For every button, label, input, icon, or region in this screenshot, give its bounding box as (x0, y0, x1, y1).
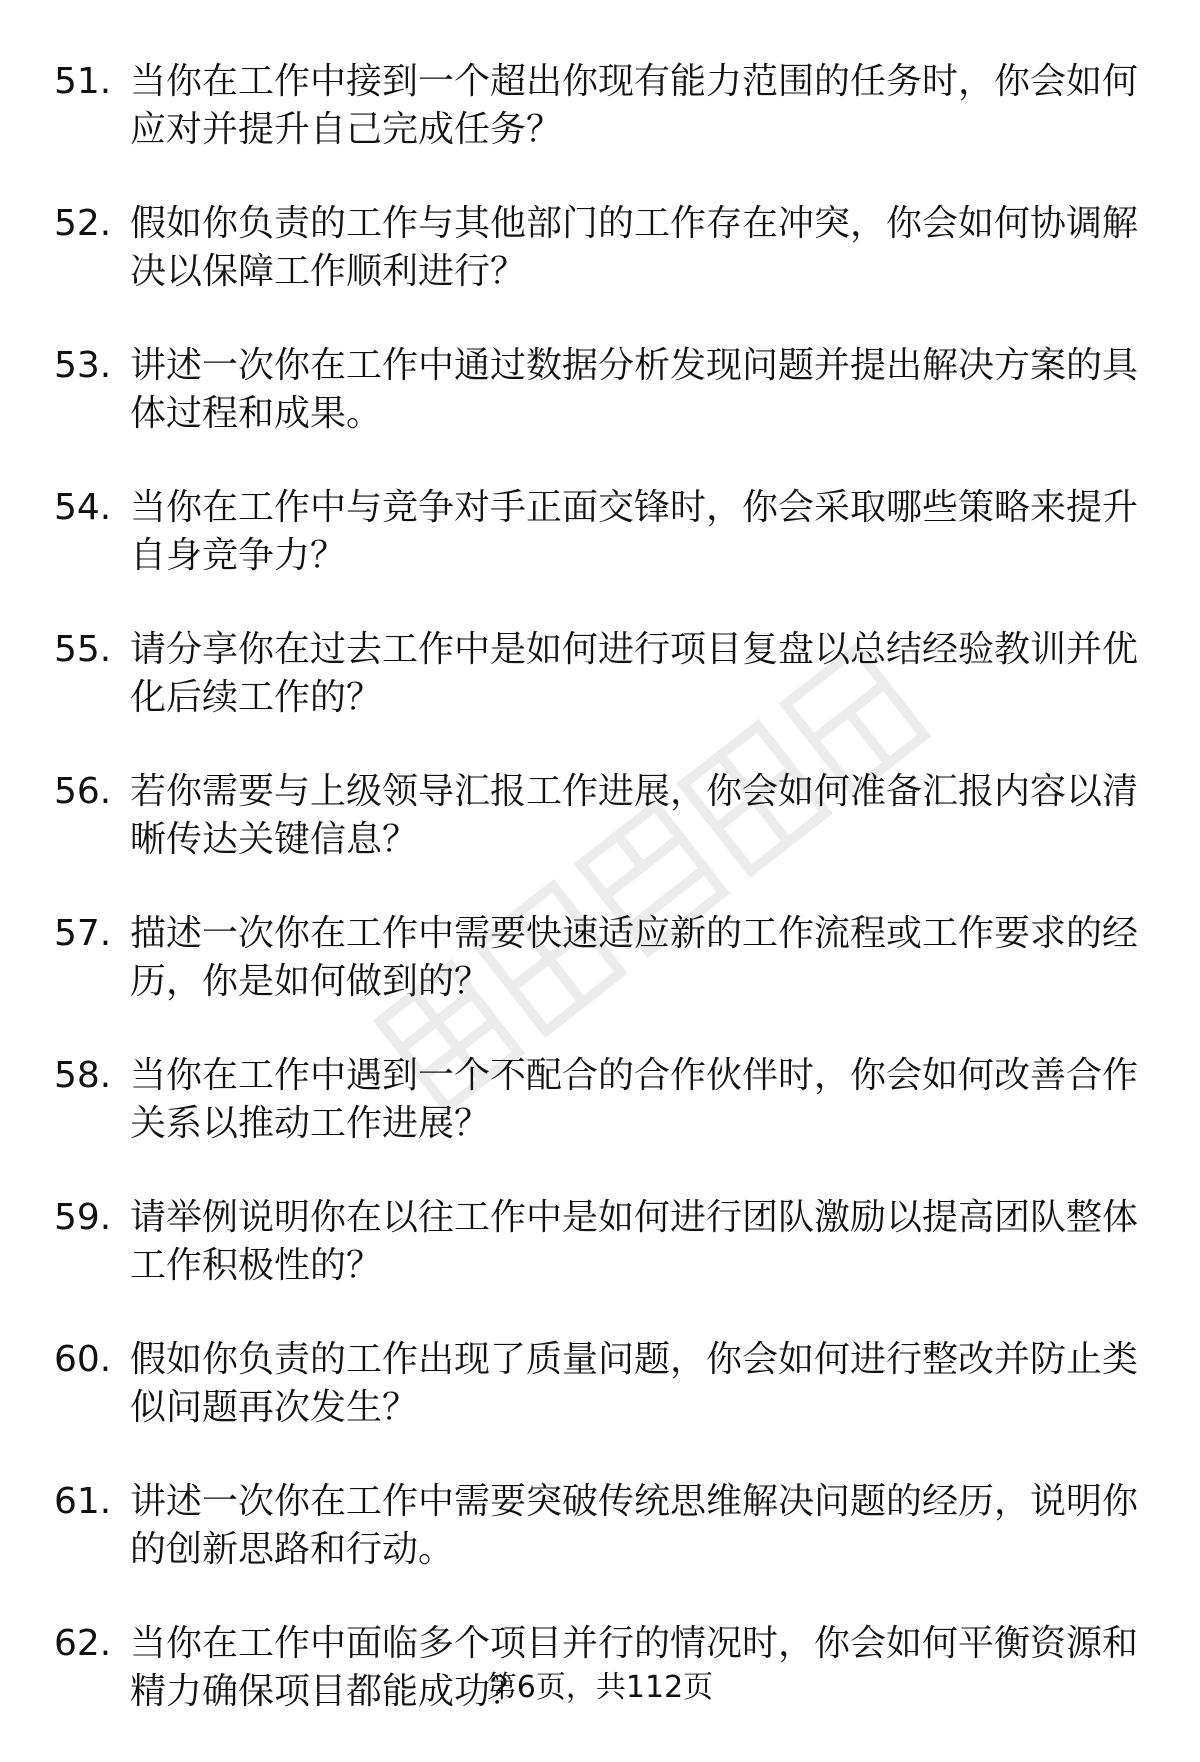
question-item (54, 1336, 1154, 1478)
question-text: 当你在工作中与竞争对手正面交锋时，你会采取哪些策略来提升自身竞争力？ (130, 487, 1139, 576)
question-item (54, 910, 1154, 1052)
question-text: 假如你负责的工作与其他部门的工作存在冲突，你会如何协调解决以保障工作顺利进行？ (130, 203, 1139, 292)
question-text: 当你在工作中面临多个项目并行的情况时，你会如何平衡资源和精力确保项目都能成功？ (130, 1623, 1139, 1712)
page-footer: 第6页，共112页 (486, 1670, 714, 1705)
question-item (54, 768, 1154, 910)
question-number: 51. (54, 61, 112, 102)
question-text: 当你在工作中遇到一个不配合的合作伙伴时，你会如何改善合作关系以推动工作进展？ (130, 1055, 1139, 1144)
question-text: 若你需要与上级领导汇报工作进展，你会如何准备汇报内容以清晰传达关键信息？ (130, 771, 1139, 860)
question-item (54, 1194, 1154, 1336)
question-text: 讲述一次你在工作中需要突破传统思维解决问题的经历，说明你的创新思路和行动。 (130, 1481, 1139, 1570)
question-number: 58. (54, 1055, 112, 1096)
question-number: 53. (54, 345, 112, 386)
question-number: 56. (54, 771, 112, 812)
question-text: 请分享你在过去工作中是如何进行项目复盘以总结经验教训并优化后续工作的？ (130, 629, 1139, 718)
question-text: 请举例说明你在以往工作中是如何进行团队激励以提高团队整体工作积极性的？ (130, 1197, 1139, 1286)
question-number: 61. (54, 1481, 112, 1522)
question-list (54, 58, 1154, 1762)
question-number: 60. (54, 1339, 112, 1380)
question-text: 当你在工作中接到一个超出你现有能力范围的任务时，你会如何应对并提升自己完成任务？ (130, 61, 1139, 150)
question-item (54, 1478, 1154, 1620)
question-number: 54. (54, 487, 112, 528)
question-number: 52. (54, 203, 112, 244)
question-text: 讲述一次你在工作中通过数据分析发现问题并提出解决方案的具体过程和成果。 (130, 345, 1139, 434)
question-item (54, 1052, 1154, 1194)
question-item (54, 200, 1154, 342)
question-text: 假如你负责的工作出现了质量问题，你会如何进行整改并防止类似问题再次发生？ (130, 1339, 1139, 1428)
question-number: 55. (54, 629, 112, 670)
question-text: 描述一次你在工作中需要快速适应新的工作流程或工作要求的经历，你是如何做到的？ (130, 913, 1139, 1002)
question-number: 57. (54, 913, 112, 954)
question-item (54, 58, 1154, 200)
question-item (54, 484, 1154, 626)
question-item (54, 626, 1154, 768)
question-number: 59. (54, 1197, 112, 1238)
question-number: 62. (54, 1623, 112, 1664)
question-item (54, 342, 1154, 484)
